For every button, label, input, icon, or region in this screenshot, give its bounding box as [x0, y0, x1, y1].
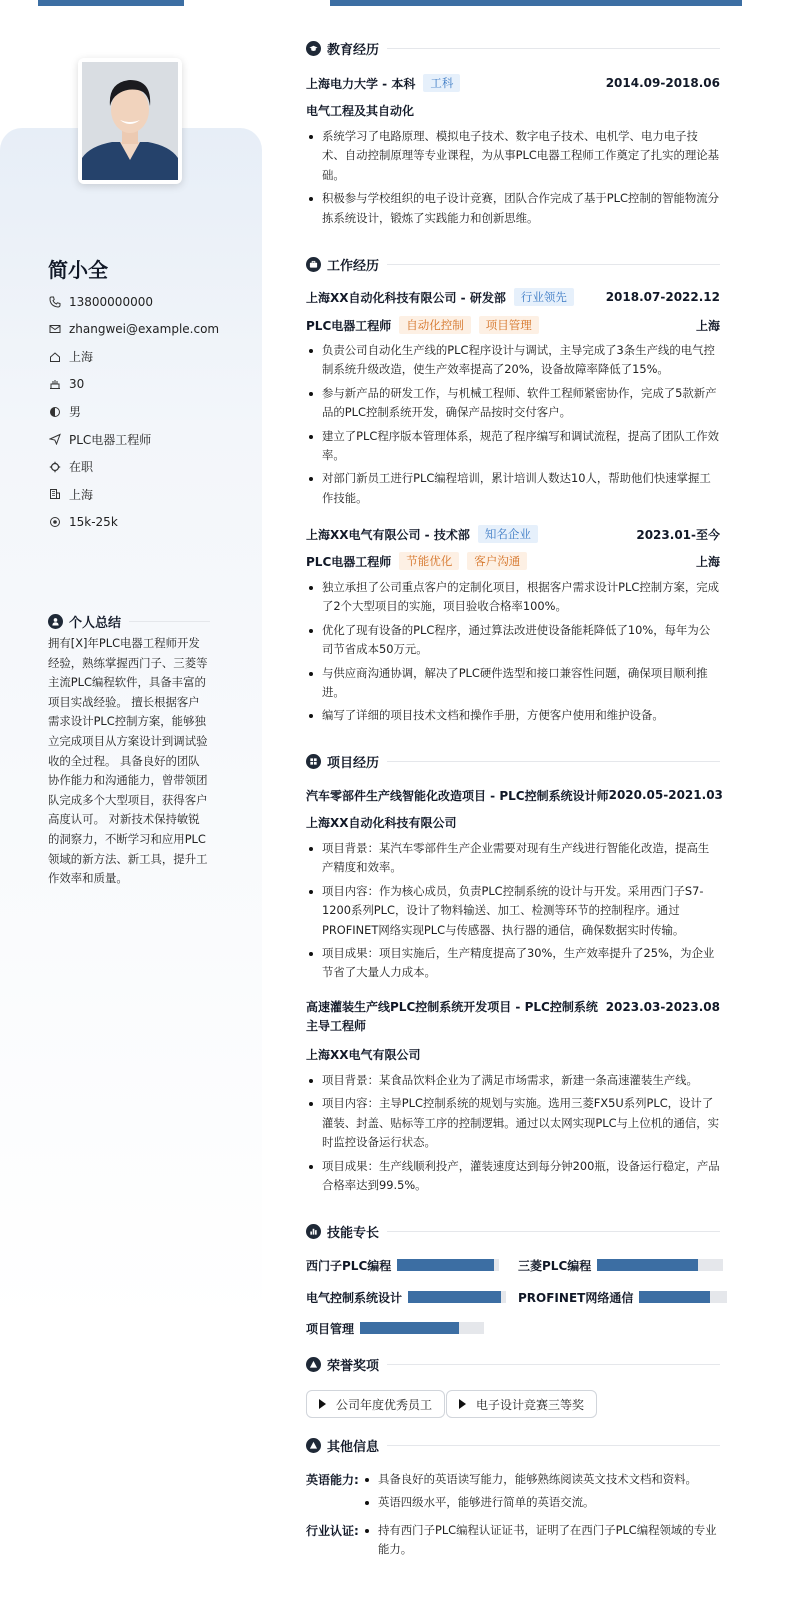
list-item: 与供应商沟通协调，解决了PLC硬件选型和接口兼容性问题，确保项目顺利推进。: [306, 664, 720, 703]
summary-heading: [48, 612, 210, 631]
skill-bar: [360, 1322, 484, 1334]
section-divider: [387, 48, 720, 49]
other-group-bullets: [360, 1520, 720, 1563]
project-1-bullets: [306, 839, 720, 987]
job-1-role-row: [306, 316, 720, 334]
honor-badge: [306, 1390, 445, 1418]
contact-phone: [48, 288, 248, 316]
grid-icon: [306, 754, 321, 769]
other-group-certification: [306, 1520, 720, 1563]
list-item: 建立了PLC程序版本管理体系，规范了程序编写和调试流程，提高了团队工作效率。: [306, 427, 720, 466]
list-item: 系统学习了电路原理、模拟电子技术、数字电子技术、电机学、电力电子技术、自动控制原理等专业课程，为从事PLC电器工程师工作奠定了扎实的理论基础。: [306, 127, 720, 185]
projects-title: 项目经历: [327, 755, 380, 771]
skill-name: PROFINET网络通信: [518, 1290, 634, 1305]
skill-item: [306, 1321, 484, 1335]
honor-label: 电子设计竞赛三等奖: [476, 1397, 585, 1412]
skill-item: [518, 1258, 723, 1272]
job-2-bullets: [306, 578, 720, 730]
education-title: 教育经历: [327, 42, 380, 58]
list-item: 具备良好的英语读写能力，能够熟练阅读英文技术文档和资料。: [360, 1469, 720, 1489]
job-1-role: PLC电器工程师: [306, 318, 392, 333]
list-item: 项目成果：项目实施后，生产精度提高了30%，生产效率提升了25%，为企业节省了大量人力成本。: [306, 944, 720, 983]
contact-status-text: 在职: [69, 460, 94, 475]
contact-email-text: zhangwei@example.com: [69, 322, 220, 337]
bar-chart-icon: [306, 1224, 321, 1239]
job-2-role: PLC电器工程师: [306, 554, 392, 569]
list-item: 对部门新员工进行PLC编程培训，累计培训人数达10人，帮助他们快速掌握工作技能。: [306, 469, 720, 508]
other-title: 其他信息: [327, 1439, 380, 1455]
job-2-tag-1: 节能优化: [399, 552, 459, 570]
job-1-date: 2018.07-2022.12: [605, 290, 720, 304]
other-heading: [306, 1437, 720, 1453]
target-icon: [48, 515, 62, 529]
skill-item: [306, 1258, 499, 1272]
education-date: 2014.09-2018.06: [605, 76, 720, 90]
summary-title: 个人总结: [69, 616, 122, 631]
project-2-date: 2023.03-2023.08: [605, 1000, 720, 1014]
other-group-english: [306, 1469, 720, 1516]
contact-position: [48, 426, 248, 454]
list-item: 项目背景：某食品饮料企业为了满足市场需求，新建一条高速灌装生产线。: [306, 1071, 720, 1090]
home-icon: [48, 350, 62, 364]
contact-email: [48, 316, 248, 344]
contact-age-text: 30: [69, 377, 85, 392]
honors-heading: [306, 1356, 720, 1372]
section-divider: [129, 621, 210, 622]
project-1-name: 汽车零部件生产线智能化改造项目 - PLC控制系统设计师: [306, 788, 609, 803]
send-icon: [48, 432, 62, 446]
play-icon: [319, 1399, 326, 1409]
mail-icon: [48, 322, 62, 336]
job-2-date: 2023.01-至今: [636, 527, 720, 542]
project-2-company-row: [306, 1045, 720, 1063]
section-divider: [387, 1445, 720, 1446]
user-icon: [48, 614, 63, 629]
honors-title: 荣誉奖项: [327, 1358, 380, 1374]
list-item: 负责公司自动化生产线的PLC程序设计与调试，主导完成了3条生产线的电气控制系统升级改造，使生产效率提高了20%，设备故障率降低了15%。: [306, 341, 720, 380]
section-divider: [387, 1364, 720, 1365]
list-item: 编写了详细的项目技术文档和操作手册，方便客户使用和维护设备。: [306, 706, 720, 725]
projects-heading: [306, 753, 720, 769]
job-2-tag-2: 客户沟通: [467, 552, 527, 570]
skill-item: [518, 1290, 727, 1304]
job-1-bullets: [306, 341, 720, 512]
list-item: 参与新产品的研发工作，与机械工程师、软件工程师紧密协作，完成了5款新产品的PLC控制系统开发，确保产品按时交付客户。: [306, 384, 720, 423]
skill-item: [306, 1290, 506, 1304]
list-item: 项目内容：主导PLC控制系统的规划与实施。选用三菱FX5U系列PLC，设计了灌装、封盖、贴标等工序的控制逻辑。通过以太网实现PLC与上位机的通信，实时监控设备运行状态。: [306, 1094, 720, 1152]
major-row: [306, 101, 720, 119]
honor-label: 公司年度优秀员工: [336, 1397, 433, 1412]
contact-gender-text: 男: [69, 405, 82, 420]
other-group-label: 英语能力:: [306, 1473, 359, 1487]
medal-icon: [306, 1438, 321, 1453]
skills-heading: [306, 1223, 720, 1239]
profile-photo: [82, 62, 178, 180]
list-item: 优化了现有设备的PLC程序，通过算法改进使设备能耗降低了10%，每年为公司节省成本50万元。: [306, 621, 720, 660]
education-row: [306, 74, 720, 92]
skill-bar: [408, 1291, 506, 1303]
age-icon: [48, 377, 62, 391]
list-item: 独立承担了公司重点客户的定制化项目，根据客户需求设计PLC控制方案，完成了2个大型项目的实施，项目验收合格率100%。: [306, 578, 720, 617]
top-accent-bar-left: [38, 0, 184, 6]
school-name: 上海电力大学 - 本科: [306, 76, 416, 91]
medal-icon: [306, 1357, 321, 1372]
building-icon: [48, 487, 62, 501]
skill-bar: [597, 1259, 723, 1271]
top-accent-bar-right: [330, 0, 742, 6]
skill-name: 西门子PLC编程: [306, 1258, 392, 1273]
list-item: 项目成果：生产线顺利投产，灌装速度达到每分钟200瓶，设备运行稳定，产品合格率达到99.5%。: [306, 1157, 720, 1196]
other-group-label: 行业认证:: [306, 1524, 359, 1538]
job-2-role-row: [306, 552, 720, 570]
list-item: 积极参与学校组织的电子设计竞赛，团队合作完成了基于PLC控制的智能物流分拣系统设计，锻炼了实践能力和创新思维。: [306, 189, 720, 228]
skill-bar-fill: [639, 1291, 709, 1303]
contact-position-text: PLC电器工程师: [69, 432, 152, 447]
skill-bar: [397, 1259, 499, 1271]
contact-salary: [48, 508, 248, 536]
education-tag: 工科: [423, 74, 460, 92]
contact-status: [48, 453, 248, 481]
project-2-header: [306, 998, 720, 1038]
phone-icon: [48, 295, 62, 309]
job-2-company-tag: 知名企业: [478, 525, 538, 543]
play-icon: [459, 1399, 466, 1409]
list-item: 持有西门子PLC编程认证证书，证明了在西门子PLC编程领域的专业能力。: [360, 1520, 720, 1560]
honor-badge: [446, 1390, 597, 1418]
education-bullets: [306, 127, 720, 232]
job-1-company-tag: 行业领先: [514, 288, 574, 306]
candidate-name: 简小全: [48, 258, 108, 282]
contact-salary-text: 15k-25k: [69, 514, 118, 529]
skill-name: 三菱PLC编程: [518, 1258, 592, 1273]
section-divider: [387, 264, 720, 265]
section-divider: [387, 1231, 720, 1232]
contact-phone-text: 13800000000: [69, 294, 153, 309]
work-heading: [306, 256, 720, 272]
job-1-tag-1: 自动化控制: [399, 316, 471, 334]
job-2-company: 上海XX电气有限公司 - 技术部: [306, 527, 470, 542]
contact-age: [48, 371, 248, 399]
gender-icon: [48, 405, 62, 419]
contact-gender: [48, 398, 248, 426]
education-heading: [306, 40, 720, 56]
skill-bar-fill: [397, 1259, 494, 1271]
skills-title: 技能专长: [327, 1225, 380, 1241]
graduation-cap-icon: [306, 41, 321, 56]
skill-bar-fill: [597, 1259, 698, 1271]
skill-name: 电气控制系统设计: [306, 1290, 403, 1305]
job-1-location: 上海: [695, 318, 720, 333]
contact-list: [48, 288, 248, 536]
job-1-company: 上海XX自动化科技有限公司 - 研发部: [306, 290, 506, 305]
skill-bar-fill: [408, 1291, 501, 1303]
contact-work-city: [48, 481, 248, 509]
job-1-tag-2: 项目管理: [479, 316, 539, 334]
contact-city-text: 上海: [69, 350, 94, 365]
work-title: 工作经历: [327, 258, 380, 274]
project-1-header: [306, 786, 723, 804]
skill-bar-fill: [360, 1322, 459, 1334]
job-2-header: [306, 525, 720, 543]
job-2-location: 上海: [695, 554, 720, 569]
status-icon: [48, 460, 62, 474]
avatar: [78, 58, 182, 184]
list-item: 英语四级水平，能够进行简单的英语交流。: [360, 1492, 720, 1512]
project-2-company: 上海XX电气有限公司: [306, 1047, 421, 1062]
contact-city: [48, 343, 248, 371]
job-1-header: [306, 288, 720, 306]
project-2-bullets: [306, 1071, 720, 1199]
skill-bar: [639, 1291, 727, 1303]
project-1-company-row: [306, 813, 720, 831]
skill-name: 项目管理: [306, 1321, 355, 1336]
summary-text: 拥有[X]年PLC电器工程师开发经验，熟练掌握西门子、三菱等主流PLC编程软件，具备丰富的项目实战经验。 擅长根据客户需求设计PLC控制方案，能够独立完成项目从方案设计到调试验收的全过程。 具备良好的团队协作能力和沟通能力，曾带领团队完成多个大型项目，获得客户高度认可。 对新技术保持敏锐的洞察力，不断学习和应用PLC领域的新方法、新工具，提升工作效率和质量。: [48, 636, 208, 886]
section-divider: [387, 761, 720, 762]
briefcase-icon: [306, 257, 321, 272]
contact-work-city-text: 上海: [69, 487, 94, 502]
project-1-company: 上海XX自动化科技有限公司: [306, 815, 457, 830]
project-1-date: 2020.05-2021.03: [608, 788, 723, 802]
other-group-bullets: [360, 1469, 720, 1516]
project-2-name: 高速灌装生产线PLC控制系统开发项目 - PLC控制系统主导工程师: [306, 1000, 598, 1033]
major-name: 电气工程及其自动化: [306, 103, 415, 118]
list-item: 项目内容：作为核心成员，负责PLC控制系统的设计与开发。采用西门子S7-1200系列PLC，设计了物料输送、加工、检测等环节的控制程序。通过PROFINET网络实现PLC与传感器、执行器的通信，确保数据实时传输。: [306, 882, 720, 940]
list-item: 项目背景：某汽车零部件生产企业需要对现有生产线进行智能化改造，提高生产精度和效率。: [306, 839, 720, 878]
